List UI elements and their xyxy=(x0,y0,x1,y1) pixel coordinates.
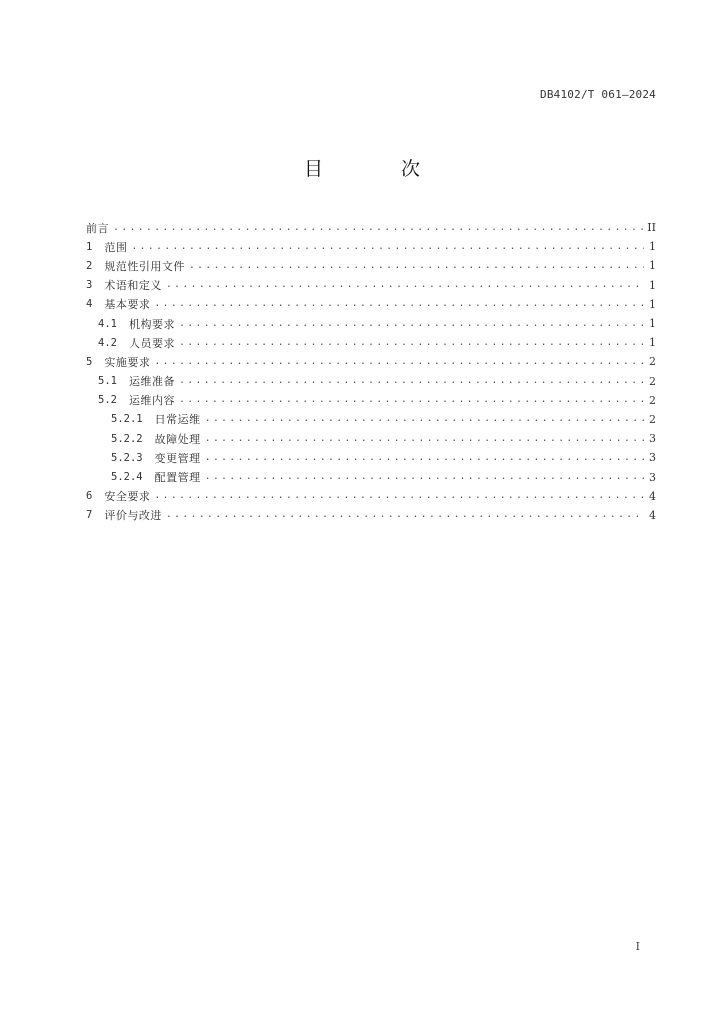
toc-entry-number: 5.2.2 xyxy=(111,432,143,445)
toc-entry-number: 5.1 xyxy=(98,375,117,388)
toc-entry-number: 7 xyxy=(86,509,93,522)
toc-entry[interactable] xyxy=(86,352,656,371)
toc-dot-leader xyxy=(205,472,644,482)
toc-entry-page: 1 xyxy=(649,240,656,254)
toc-entry[interactable] xyxy=(86,218,656,237)
toc-entry-title: 实施要求 xyxy=(104,355,151,369)
toc-entry[interactable] xyxy=(86,467,656,486)
toc-dot-leader xyxy=(205,414,644,424)
toc-entry-page: 3 xyxy=(649,432,656,446)
toc-entry-number: 4 xyxy=(86,298,93,311)
toc-entry-number: 5 xyxy=(86,355,93,368)
toc-entry-title: 基本要求 xyxy=(104,298,151,312)
toc-entry-title: 运维准备 xyxy=(128,375,175,389)
toc-entry[interactable] xyxy=(86,487,656,506)
toc-entry-page: 2 xyxy=(649,374,656,388)
document-code: DB4102/T 061—2024 xyxy=(540,88,656,101)
toc-entry-title: 人员要求 xyxy=(128,336,175,350)
toc-entry[interactable] xyxy=(86,237,656,256)
toc-entry-title: 前言 xyxy=(86,221,109,235)
toc-entry[interactable] xyxy=(86,295,656,314)
toc-entry-title: 故障处理 xyxy=(154,432,201,446)
toc-entry-title: 日常运维 xyxy=(154,413,201,427)
page-number: I xyxy=(635,940,640,953)
toc-entry-number: 1 xyxy=(86,240,93,253)
toc-dot-leader xyxy=(154,357,644,367)
toc-entry-number: 4.1 xyxy=(98,317,117,330)
toc-entry-number: 2 xyxy=(86,259,93,272)
toc-entry-title: 运维内容 xyxy=(128,394,175,408)
toc-entry-page: 4 xyxy=(649,489,656,503)
toc-entry[interactable] xyxy=(86,429,656,448)
toc-entry-page: 1 xyxy=(649,297,656,311)
toc-entry[interactable] xyxy=(86,410,656,429)
toc-dot-leader xyxy=(179,395,644,405)
toc-dot-leader xyxy=(154,299,644,309)
toc-dot-leader xyxy=(154,491,644,501)
toc-entry-number: 5.2.3 xyxy=(111,451,143,464)
toc-dot-leader xyxy=(179,376,644,386)
toc-entry-number: 5.2 xyxy=(98,394,117,407)
toc-entry-title: 变更管理 xyxy=(154,451,201,465)
toc-entry-page: 3 xyxy=(649,470,656,484)
toc-entry[interactable] xyxy=(86,256,656,275)
toc-entry-title: 配置管理 xyxy=(154,471,201,485)
toc-entry[interactable] xyxy=(86,391,656,410)
toc-entry-page: 1 xyxy=(649,317,656,331)
toc-entry-title: 范围 xyxy=(104,240,128,254)
toc-dot-leader xyxy=(179,319,644,329)
toc-entry[interactable] xyxy=(86,506,656,525)
toc-entry[interactable] xyxy=(86,276,656,295)
toc-entry-page: 1 xyxy=(649,259,656,273)
toc-entry-page: II xyxy=(647,221,656,235)
toc-entry-title: 安全要求 xyxy=(104,490,151,504)
toc-entry-page: 2 xyxy=(649,412,656,426)
toc-dot-leader xyxy=(166,280,644,290)
toc-entry-number: 3 xyxy=(86,279,93,292)
toc-entry-number: 6 xyxy=(86,490,93,503)
toc-entry[interactable] xyxy=(86,314,656,333)
toc-entry-title: 规范性引用文件 xyxy=(104,259,185,273)
toc-entry-page: 2 xyxy=(649,393,656,407)
toc-entry-number: 4.2 xyxy=(98,336,117,349)
toc-dot-leader xyxy=(205,453,644,463)
toc-entry[interactable] xyxy=(86,372,656,391)
toc-entry-number: 5.2.1 xyxy=(111,413,143,426)
toc-dot-leader xyxy=(113,223,643,233)
toc-entry[interactable] xyxy=(86,448,656,467)
toc-entry-page: 4 xyxy=(649,508,656,522)
toc-dot-leader xyxy=(166,510,644,520)
toc-entry-title: 评价与改进 xyxy=(104,509,162,523)
toc-title: 目 次 xyxy=(303,158,457,180)
table-of-contents xyxy=(86,218,656,525)
toc-entry[interactable] xyxy=(86,333,656,352)
toc-dot-leader xyxy=(131,242,644,252)
toc-entry-page: 3 xyxy=(649,451,656,465)
toc-dot-leader xyxy=(189,261,644,271)
toc-entry-page: 1 xyxy=(649,336,656,350)
toc-dot-leader xyxy=(205,434,644,444)
toc-entry-page: 1 xyxy=(649,278,656,292)
toc-entry-number: 5.2.4 xyxy=(111,471,143,484)
toc-entry-title: 术语和定义 xyxy=(104,279,162,293)
toc-dot-leader xyxy=(179,338,644,348)
toc-entry-page: 2 xyxy=(649,355,656,369)
toc-entry-title: 机构要求 xyxy=(128,317,175,331)
